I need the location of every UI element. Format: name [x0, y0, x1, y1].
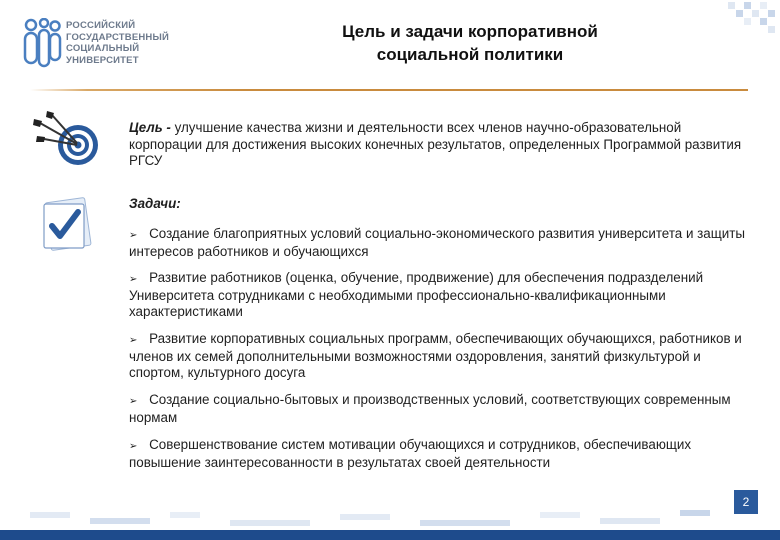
task-item: ➢ Развитие работников (оценка, обучение, продвижение) для обеспечения подразделений Университета сотрудниками с необходимыми профессионально-квалификационными характеристиками [129, 270, 704, 320]
arrow-bullet-icon: ➢ [129, 274, 138, 285]
goal-paragraph [129, 120, 744, 170]
task-item: ➢ Развитие корпоративных социальных программ, обеспечивающих обучающихся, работников и членов их семей дополнительными возможностями оздоровления, занятий физкультурой и спортом, культурного досуга [129, 331, 742, 381]
decorative-pixels-top [720, 0, 780, 40]
checklist-icon [40, 196, 98, 254]
arrow-bullet-icon: ➢ [129, 230, 138, 241]
university-logo [22, 18, 172, 80]
page-title: Цель и задачи корпоративной социальной политики [342, 22, 598, 64]
arrow-bullet-icon: ➢ [129, 396, 138, 407]
goal-label: Цель - [129, 120, 171, 135]
goal-text: улучшение качества жизни и деятельности всех членов научно-образовательной корпорации для достижения высоких конечных результатов, определенных Программой развития РГСУ [129, 120, 742, 168]
footer-bar [0, 530, 780, 540]
logo-figures-icon [22, 18, 62, 72]
arrow-bullet-icon: ➢ [129, 335, 138, 346]
logo-text: РОССИЙСКИЙ ГОСУДАРСТВЕННЫЙ СОЦИАЛЬНЫЙ УНИВЕРСИТЕТ [66, 20, 170, 66]
arrow-bullet-icon: ➢ [129, 441, 138, 452]
task-item: ➢ Совершенствование систем мотивации обучающихся и сотрудников, обеспечивающих повышение заинтересованности в результатах своей деятельности [129, 437, 692, 471]
target-icon [30, 111, 100, 171]
header-divider [30, 89, 748, 91]
task-item: ➢ Создание благоприятных условий социально-экономического развития университета и защиты интересов работников и обучающихся [129, 226, 746, 260]
decorative-pixels-bottom [0, 500, 780, 530]
page-number: 2 [734, 490, 758, 514]
tasks-heading: Задачи: [129, 196, 181, 211]
task-item: ➢ Создание социально-бытовых и производственных условий, соответствующих современным нормам [129, 392, 731, 426]
